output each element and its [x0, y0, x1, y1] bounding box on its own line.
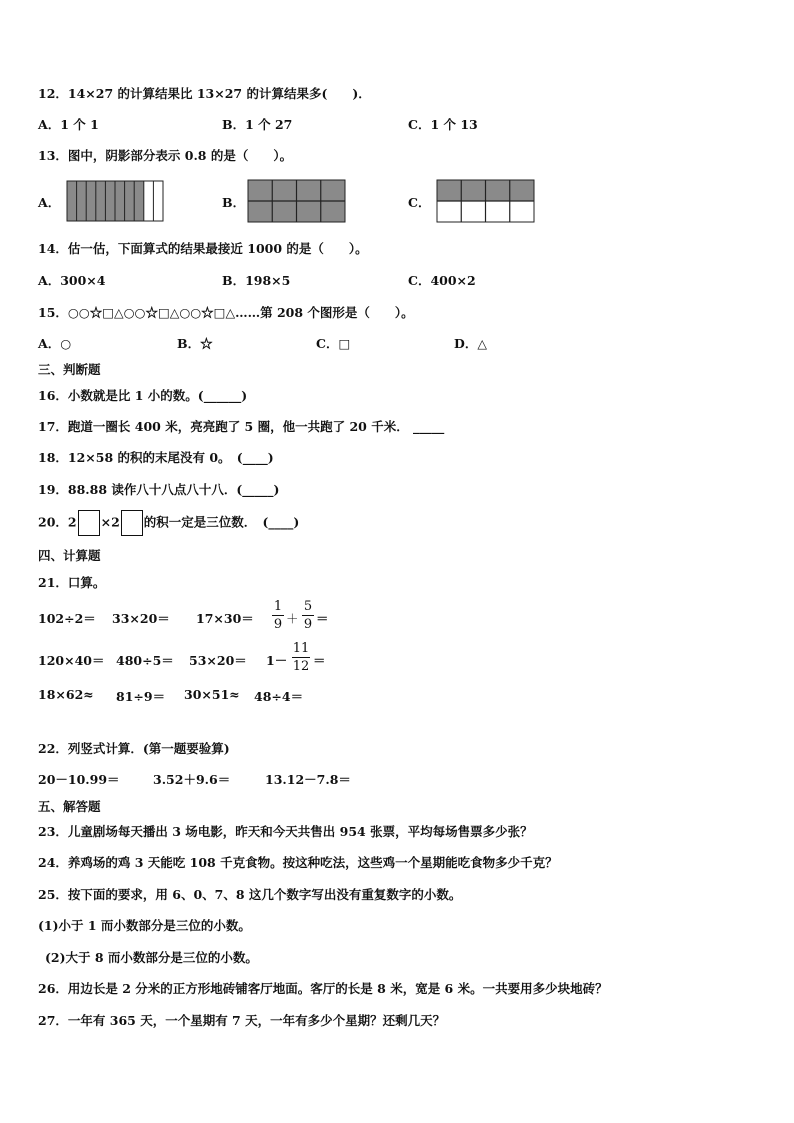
question-27: 27．一年有 365 天，一个星期有 7 天，一年有多少个星期？还剩几天？: [38, 1013, 446, 1028]
figure-b-grid: [247, 179, 347, 223]
q21-fraction-five-ninths: 5 9: [303, 599, 313, 632]
question-24: 24．养鸡场的鸡 3 天能吃 108 千克食物。按这种吃法，这些鸡一个星期能吃食物多少千克？: [38, 855, 558, 870]
q20-blank-box-1[interactable]: [78, 510, 100, 536]
q21-equals-1: ＝: [316, 611, 329, 626]
q14-option-b: B．198×5: [222, 273, 291, 288]
q20-prefix: 20．2: [38, 514, 77, 530]
question-20: [38, 510, 299, 536]
q15-option-b: B．☆: [177, 336, 213, 351]
q12-option-a: A．1 个 1: [38, 117, 99, 132]
q21-lead-one-minus: 1－: [266, 653, 288, 668]
question-15: 15．○○☆□△○○☆□△○○☆□△……第 208 个图形是（ ）。: [38, 305, 414, 320]
q15-option-d: D．△: [454, 336, 487, 351]
q22-item-1: 20－10.99＝: [38, 772, 120, 787]
q21-item-6: 53×20＝: [189, 653, 247, 668]
q15-option-a: A．○: [38, 336, 72, 351]
q12-option-b: B．1 个 27: [222, 117, 293, 132]
q25-part-1: (1)小于 1 而小数部分是三位的小数。: [38, 918, 251, 933]
q15-option-c: C．□: [316, 336, 351, 351]
q21-plus: ＋: [286, 611, 299, 626]
q13-option-b: B．: [222, 195, 246, 210]
q22-item-3: 13.12－7.8＝: [265, 772, 351, 787]
q14-option-c: C．400×2: [408, 273, 476, 288]
q21-item-1: 102÷2＝: [38, 611, 96, 626]
section-calculation-heading: 四、计算题: [38, 548, 101, 563]
q21-item-5: 480÷5＝: [116, 653, 174, 668]
q21-fraction-eleven-twelfths: 11 12: [292, 641, 310, 674]
q21-item-10: 48÷4＝: [254, 689, 304, 704]
question-19: 19．88.88 读作八十八点八十八．(_____): [38, 482, 280, 497]
q25-part-2: (2)大于 8 而小数部分是三位的小数。: [45, 950, 258, 965]
q21-item-9: 30×51≈: [184, 687, 240, 702]
q21-item-4: 120×40＝: [38, 653, 105, 668]
q20-mid: ×2: [100, 514, 120, 530]
q14-option-a: A．300×4: [38, 273, 106, 288]
question-21-title: 21．口算。: [38, 575, 106, 590]
question-18: 18．12×58 的积的末尾没有 0。 (____): [38, 450, 274, 465]
question-16: 16．小数就是比 1 小的数。(______): [38, 388, 248, 403]
figure-a-strips: [66, 180, 166, 223]
q13-option-c: C．: [408, 195, 431, 210]
q21-item-2: 33×20＝: [112, 611, 170, 626]
q20-blank-box-2[interactable]: [121, 510, 143, 536]
question-22-title: 22．列竖式计算．(第一题要验算): [38, 741, 230, 756]
q20-suffix: 的积一定是三位数． (____): [143, 514, 300, 530]
question-23: 23．儿童剧场每天播出 3 场电影，昨天和今天共售出 954 张票，平均每场售票多少张？: [38, 824, 533, 839]
q21-item-3: 17×30＝: [196, 611, 254, 626]
section-judgment-heading: 三、判断题: [38, 362, 101, 377]
question-12: 12．14×27 的计算结果比 13×27 的计算结果多( )．: [38, 86, 371, 101]
section-word-problems-heading: 五、解答题: [38, 799, 101, 814]
question-25: 25．按下面的要求，用 6、0、7、8 这几个数字写出没有重复数字的小数。: [38, 887, 462, 902]
figure-c-grid: [436, 179, 536, 223]
question-13: 13．图中，阴影部分表示 0.8 的是（ ）。: [38, 148, 293, 163]
question-26: 26．用边长是 2 分米的正方形地砖铺客厅地面。客厅的长是 8 米，宽是 6 米。一共要用多少块地砖？: [38, 981, 608, 996]
q21-fraction-one-ninth: 1 9: [273, 599, 283, 632]
question-17: 17．跑道一圈长 400 米，亮亮跑了 5 圈，他一共跑了 20 千米． _____: [38, 419, 445, 434]
q12-option-c: C．1 个 13: [408, 117, 478, 132]
q21-item-7: 18×62≈: [38, 687, 94, 702]
question-14: 14．估一估，下面算式的结果最接近 1000 的是（ ）。: [38, 241, 368, 256]
q13-option-a: A．: [38, 195, 61, 210]
q22-item-2: 3.52＋9.6＝: [153, 772, 231, 787]
q21-equals-2: ＝: [313, 653, 326, 668]
q21-item-8: 81÷9＝: [116, 689, 166, 704]
